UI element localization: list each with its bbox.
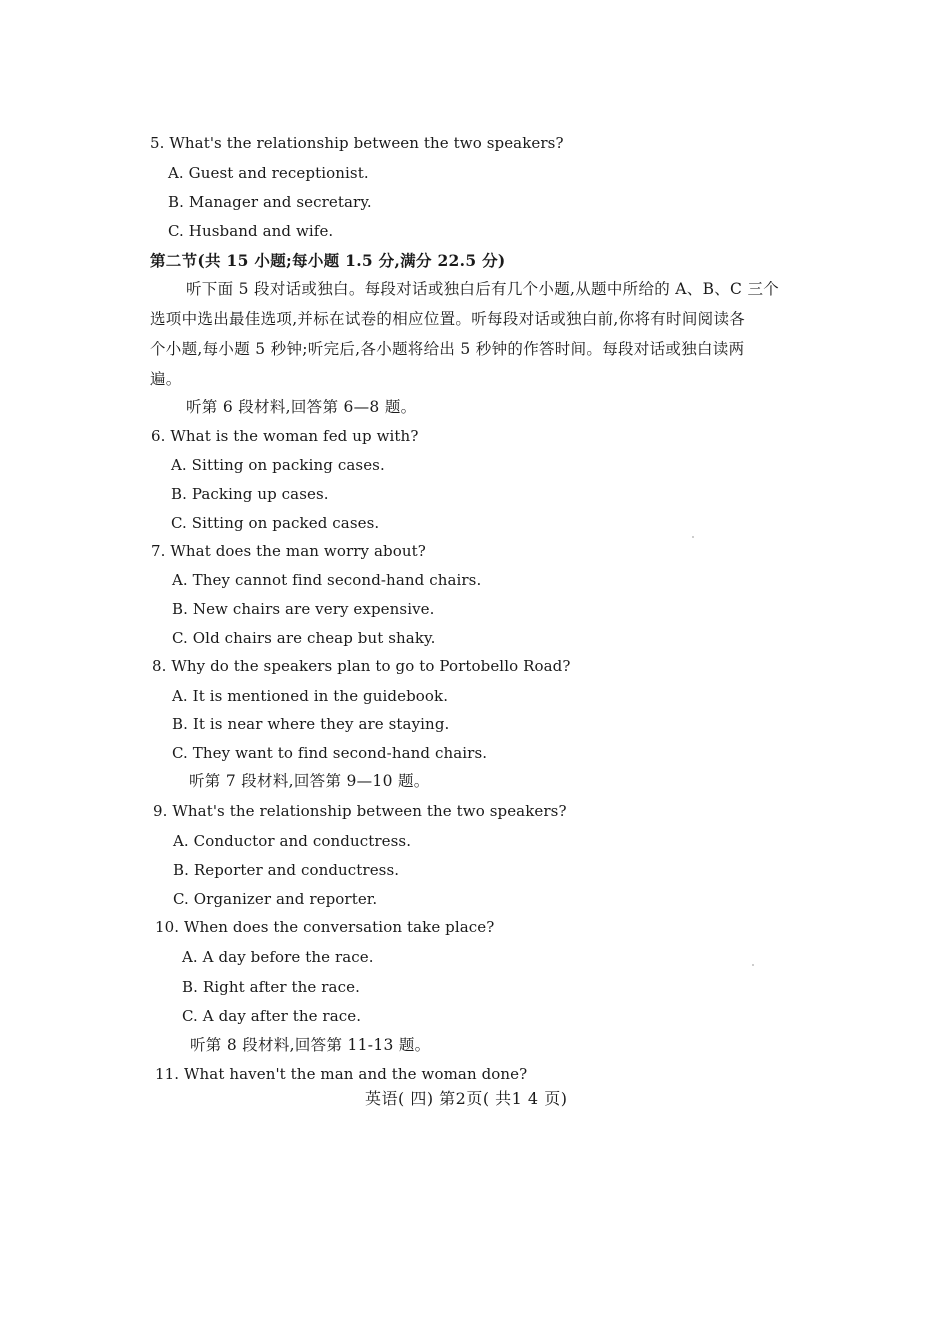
- q10-option-c: C. A day after the race.: [182, 1007, 362, 1025]
- q10-option-b: B. Right after the race.: [182, 978, 360, 996]
- q8-option-c: C. They want to find second-hand chairs.: [172, 744, 488, 762]
- q5-option-a: A. Guest and receptionist.: [168, 164, 369, 182]
- q9-option-c: C. Organizer and reporter.: [173, 890, 378, 908]
- q9-option-a: A. Conductor and conductress.: [173, 832, 412, 850]
- q6-option-a: A. Sitting on packing cases.: [171, 456, 385, 474]
- passage-7-prompt: 听第 7 段材料,回答第 9—10 题。: [189, 772, 430, 790]
- q7-option-c: C. Old chairs are cheap but shaky.: [172, 629, 436, 647]
- q9-option-b: B. Reporter and conductress.: [173, 861, 400, 879]
- q5-option-c: C. Husband and wife.: [168, 222, 334, 240]
- question-10: 10. When does the conversation take place?: [155, 918, 495, 936]
- q8-option-b: B. It is near where they are staying.: [172, 715, 450, 733]
- passage-8-prompt: 听第 8 段材料,回答第 11-13 题。: [190, 1036, 431, 1054]
- q6-option-b: B. Packing up cases.: [171, 485, 329, 503]
- section-2-heading: 第二节(共 15 小题;每小题 1.5 分,满分 22.5 分): [150, 251, 506, 270]
- instructions-line-1: 听下面 5 段对话或独白。每段对话或独白后有几个小题,从题中所给的 A、B、C 三个: [186, 280, 780, 298]
- q6-option-c: C. Sitting on packed cases.: [171, 514, 380, 532]
- page-footer: 英语( 四) 第2页( 共1 4 页): [365, 1089, 568, 1108]
- question-11: 11. What haven't the man and the woman done?: [155, 1065, 528, 1083]
- instructions-line-4: 遍。: [150, 370, 182, 388]
- q7-option-b: B. New chairs are very expensive.: [172, 600, 435, 618]
- q8-option-a: A. It is mentioned in the guidebook.: [172, 687, 449, 705]
- q7-option-a: A. They cannot find second-hand chairs.: [172, 571, 482, 589]
- scan-speck: [692, 536, 694, 538]
- question-8: 8. Why do the speakers plan to go to Portobello Road?: [152, 657, 571, 675]
- scan-speck: [752, 964, 754, 966]
- passage-6-prompt: 听第 6 段材料,回答第 6—8 题。: [186, 398, 417, 416]
- question-5: 5. What's the relationship between the two speakers?: [150, 134, 564, 152]
- instructions-line-3: 个小题,每小题 5 秒钟;听完后,各小题将给出 5 秒钟的作答时间。每段对话或独白读两: [150, 340, 745, 358]
- question-7: 7. What does the man worry about?: [151, 542, 426, 560]
- instructions-line-2: 选项中选出最佳选项,并标在试卷的相应位置。听每段对话或独白前,你将有时间阅读各: [150, 310, 746, 328]
- question-6: 6. What is the woman fed up with?: [151, 427, 419, 445]
- question-9: 9. What's the relationship between the two speakers?: [153, 802, 567, 820]
- q10-option-a: A. A day before the race.: [182, 948, 374, 966]
- q5-option-b: B. Manager and secretary.: [168, 193, 372, 211]
